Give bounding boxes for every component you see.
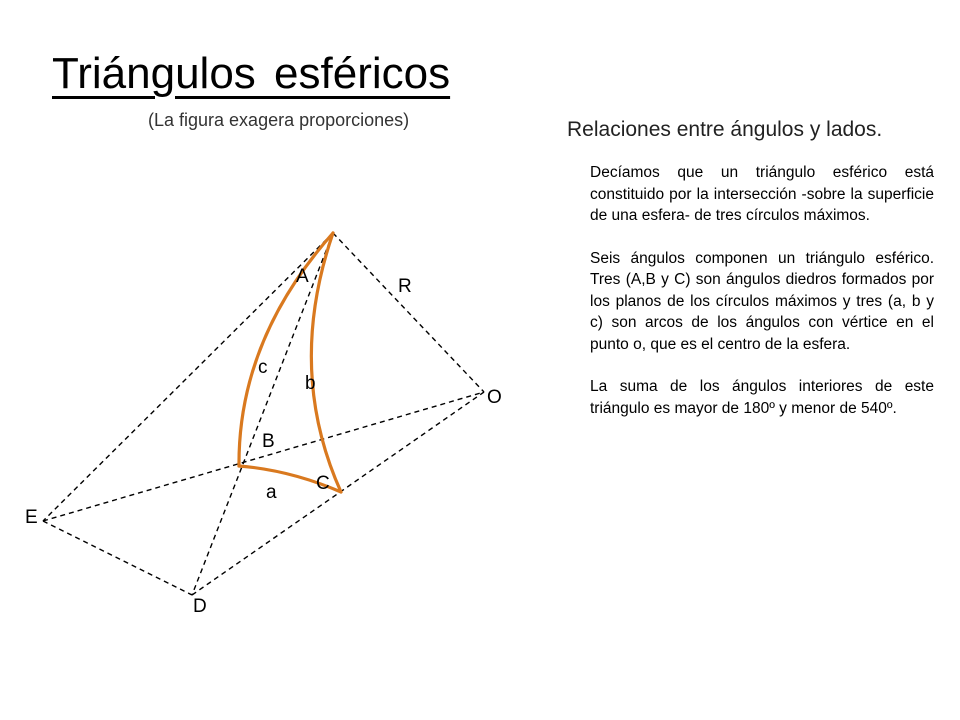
line-apex-d — [192, 233, 333, 595]
label-b: b — [305, 373, 316, 394]
paragraph-angle-sum: La suma de los ángulos interiores de este triángulo es mayor de 180º y menor de 540º. — [590, 378, 934, 417]
paragraph-six-angles: Seis ángulos componen un triángulo esférico. Tres (A,B y C) son ángulos diedros formados por los planos de los círculos máximos y tres (a, b y c) son arcos de los ángulos con vértice en el punto o, que es el centro de la esfera. — [590, 249, 934, 353]
spherical-arcs — [239, 233, 341, 492]
section-heading: Relaciones entre ángulos y lados. — [567, 118, 883, 141]
arc-b — [311, 233, 341, 492]
label-A: A — [296, 266, 309, 287]
line-apex-e — [43, 233, 333, 521]
label-c: c — [258, 357, 268, 378]
label-R: R — [398, 276, 412, 297]
paragraph-definition: Decíamos que un triángulo esférico está constituido por la intersección -sobre la superficie de una esfera- de tres círculos máximos. — [590, 164, 934, 224]
page-title: Triángulos esféricos — [52, 49, 451, 98]
label-O: O — [487, 387, 502, 408]
line-apex-o — [333, 233, 484, 392]
page-subtitle: (La figura exagera proporciones) — [148, 110, 410, 130]
label-E: E — [25, 507, 38, 528]
label-C: C — [316, 473, 330, 494]
line-d-o — [192, 392, 484, 595]
label-a: a — [266, 482, 277, 503]
label-D: D — [193, 596, 207, 617]
line-e-d — [43, 521, 192, 595]
construction-lines — [43, 233, 484, 595]
label-B: B — [262, 431, 275, 452]
